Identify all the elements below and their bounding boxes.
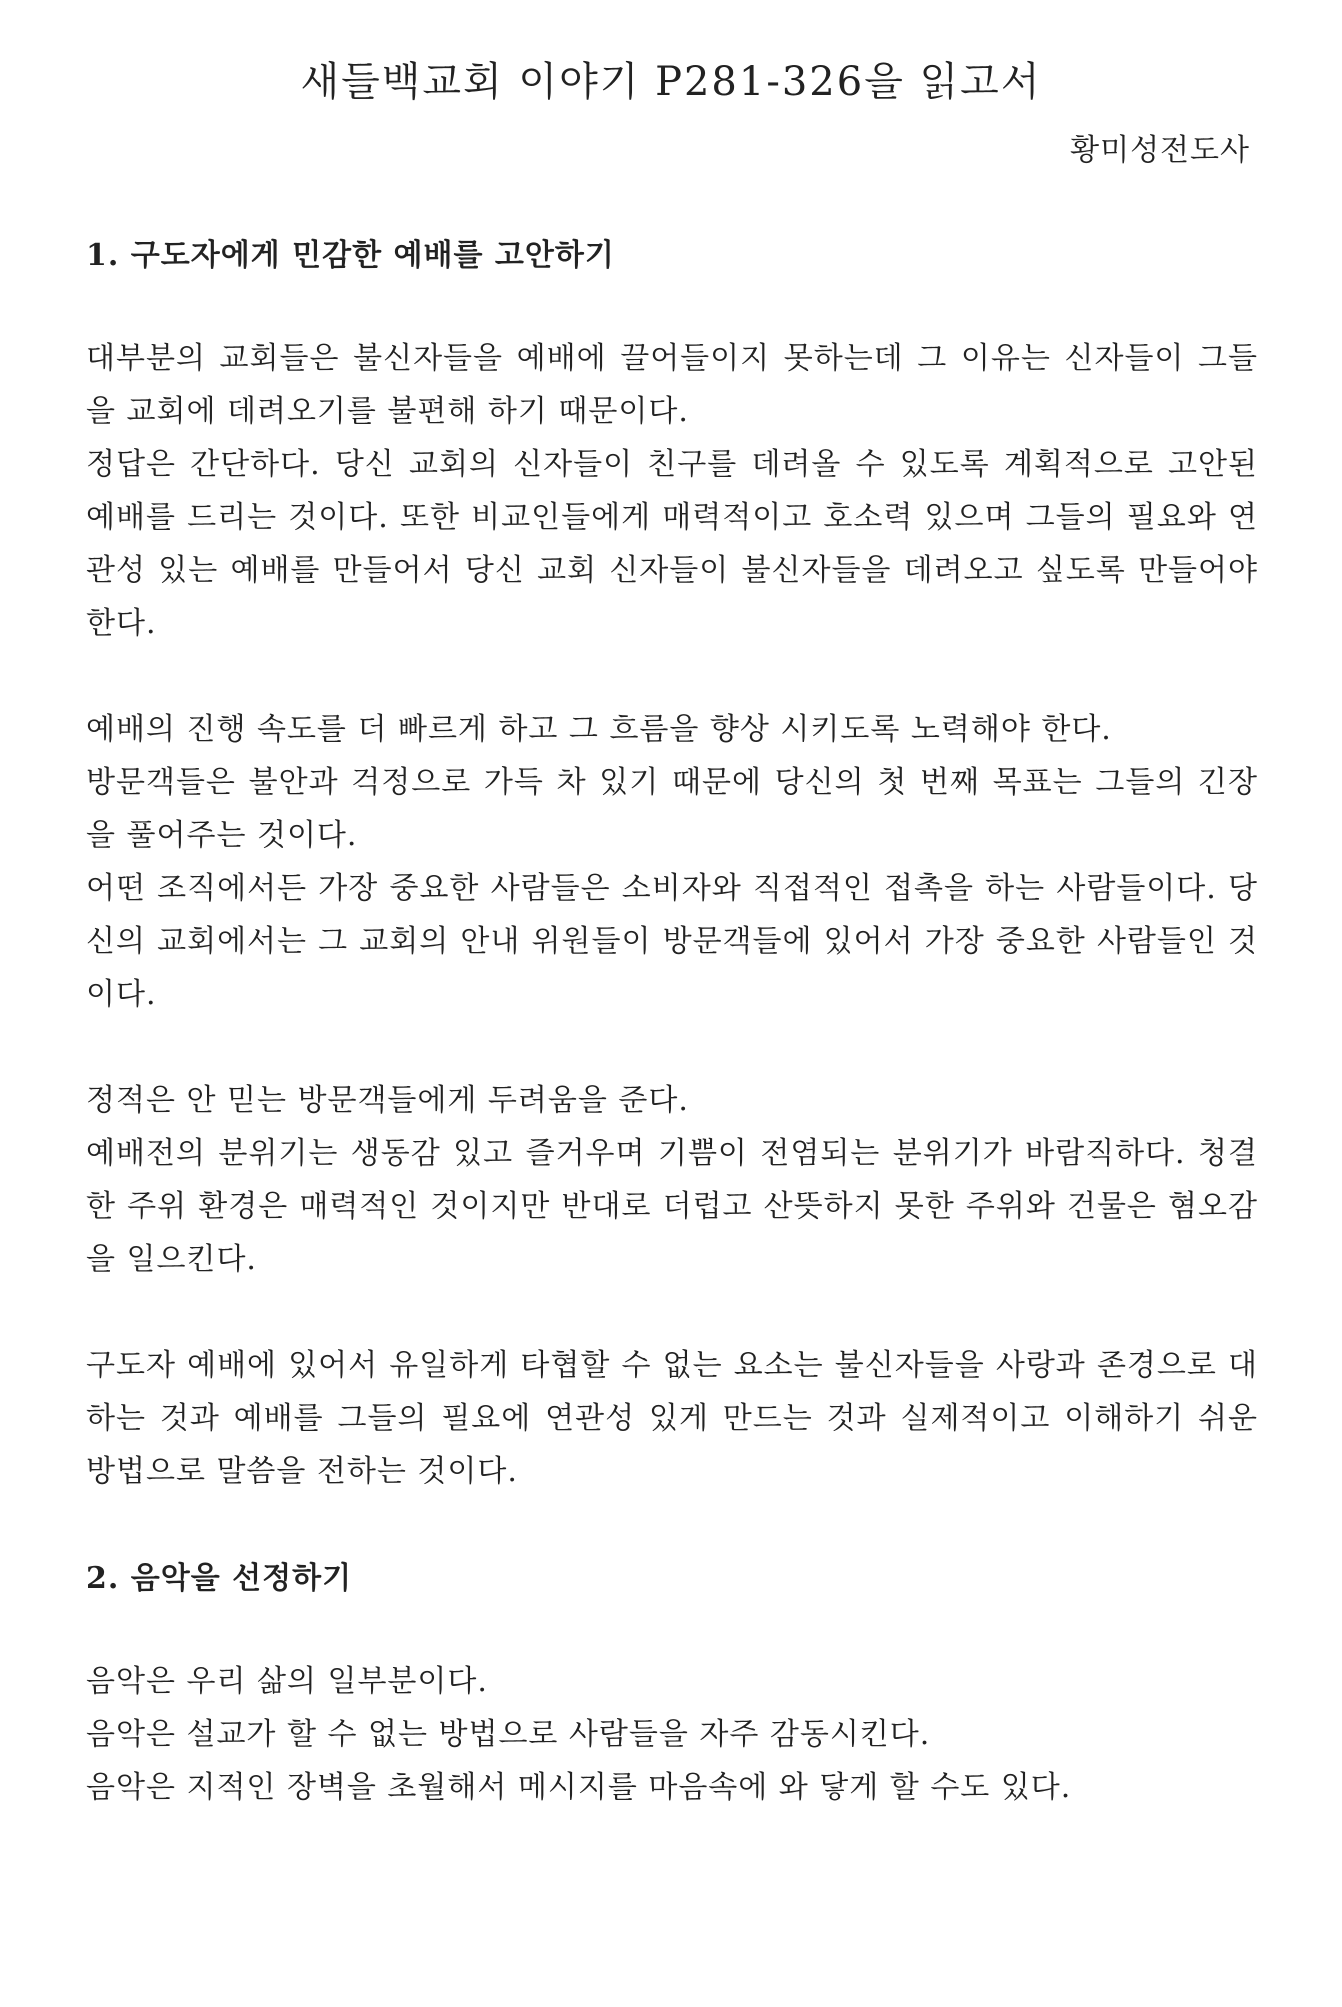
document-body bbox=[86, 228, 1258, 1814]
section-1-paragraph-4 bbox=[86, 1339, 1258, 1498]
section-1-heading: 1. 구도자에게 민감한 예배를 고안하기 bbox=[86, 238, 615, 273]
paragraph-line: 음악은 설교가 할 수 없는 방법으로 사람들을 자주 감동시킨다. bbox=[86, 1717, 931, 1752]
section-2-heading: 2. 음악을 선정하기 bbox=[86, 1561, 353, 1596]
section-1-paragraph-2 bbox=[86, 703, 1258, 1021]
paragraph-line: 음악은 우리 삶의 일부분이다. bbox=[86, 1664, 488, 1699]
paragraph-line: 대부분의 교회들은 불신자들을 예배에 끌어들이지 못하는데 그 이유는 신자들이 그들을 교회에 데려오기를 불편해 하기 때문이다. bbox=[86, 341, 1258, 429]
author-name: 황미성전도사 bbox=[1070, 133, 1250, 168]
paragraph-line: 정답은 간단하다. 당신 교회의 신자들이 친구를 데려올 수 있도록 계획적으로 고안된 예배를 드리는 것이다. 또한 비교인들에게 매력적이고 호소력 있으며 그들의 필요와 연관성 있는 예배를 만들어서 당신 교회 신자들이 불신자들을 데려오고 싶도록 만들어야 한다. bbox=[86, 447, 1258, 641]
paragraph-line: 음악은 지적인 장벽을 초월해서 메시지를 마음속에 와 닿게 할 수도 있다. bbox=[86, 1770, 1072, 1805]
paragraph-line: 예배전의 분위기는 생동감 있고 즐거우며 기쁨이 전염되는 분위기가 바람직하다. 청결한 주위 환경은 매력적인 것이지만 반대로 더럽고 산뜻하지 못한 주위와 건물은 혐오감을 일으킨다. bbox=[86, 1136, 1258, 1277]
paragraph-line: 예배의 진행 속도를 더 빠르게 하고 그 흐름을 향상 시키도록 노력해야 한다. bbox=[86, 712, 1112, 747]
paragraph-line: 어떤 조직에서든 가장 중요한 사람들은 소비자와 직접적인 접촉을 하는 사람들이다. 당신의 교회에서는 그 교회의 안내 위원들이 방문객들에 있어서 가장 중요한 사람들인 것이다. bbox=[86, 871, 1258, 1012]
section-1-paragraph-1 bbox=[86, 332, 1258, 650]
section-1-paragraph-3 bbox=[86, 1074, 1258, 1286]
document-title: 새들백교회 이야기 P281-326을 읽고서 bbox=[300, 59, 1042, 105]
paragraph-line: 구도자 예배에 있어서 유일하게 타협할 수 없는 요소는 불신자들을 사랑과 존경으로 대하는 것과 예배를 그들의 필요에 연관성 있게 만드는 것과 실제적이고 이해하기 쉬운 방법으로 말씀을 전하는 것이다. bbox=[86, 1348, 1258, 1489]
paragraph-line: 정적은 안 믿는 방문객들에게 두려움을 준다. bbox=[86, 1083, 689, 1118]
section-2-paragraph-1 bbox=[86, 1655, 1258, 1814]
paragraph-line: 방문객들은 불안과 걱정으로 가득 차 있기 때문에 당신의 첫 번째 목표는 그들의 긴장을 풀어주는 것이다. bbox=[86, 765, 1258, 853]
